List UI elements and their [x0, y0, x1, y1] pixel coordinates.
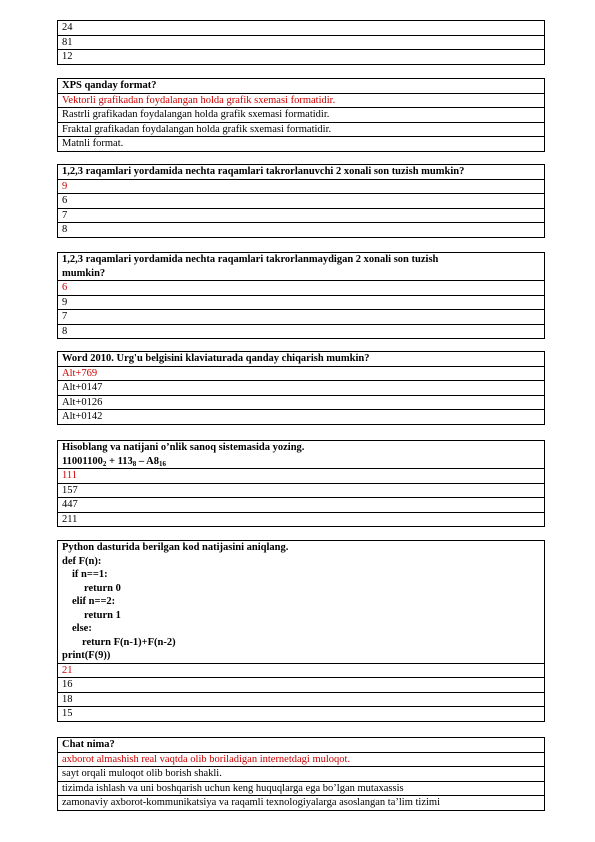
table-row [58, 752, 545, 767]
code-line: if n==1: [72, 569, 108, 580]
table-row [58, 324, 545, 339]
correct-option-cell: 21 [58, 663, 545, 678]
question-block-nonrepeating-digits [57, 252, 545, 339]
table-row [58, 108, 545, 123]
option-cell: 8 [58, 324, 545, 339]
question-block-word-accent [57, 351, 545, 425]
table-row [58, 441, 545, 469]
table-row [58, 366, 545, 381]
option-cell: 8 [58, 223, 545, 238]
question-cell: Chat nima? [58, 738, 545, 753]
table-row [58, 93, 545, 108]
formula-operand: A8 [146, 455, 160, 467]
question-line: Hisoblang va natijani o’nlik sanoq sistemasida yozing. [62, 442, 305, 453]
table-row [58, 512, 545, 527]
question-cell: XPS qanday format? [58, 79, 545, 94]
option-cell: 24 [58, 21, 545, 36]
option-cell: 12 [58, 50, 545, 65]
option-cell: 447 [58, 498, 545, 513]
table-row [58, 122, 545, 137]
question-block-python [57, 540, 545, 722]
option-cell: 9 [58, 295, 545, 310]
option-cell: 81 [58, 35, 545, 50]
question-block-repeating-digits [57, 164, 545, 238]
table-row [58, 678, 545, 693]
option-cell: sayt orqali muloqot olib borish shakli. [58, 767, 545, 782]
question-cell [58, 441, 545, 469]
option-cell: Alt+0142 [58, 410, 545, 425]
table-row [58, 410, 545, 425]
option-cell: tizimda ishlash va uni boshqarish uchun keng huquqlarga ega bo’lgan mutaxassis [58, 781, 545, 796]
question-line: 1,2,3 raqamlari yordamida nechta raqamlari takrorlanmaydigan 2 xonali son tuzish [62, 254, 439, 265]
table-row [58, 35, 545, 50]
table-row [58, 767, 545, 782]
question-cell: 1,2,3 raqamlari yordamida nechta raqamlari takrorlanuvchi 2 xonali son tuzish mumkin? [58, 165, 545, 180]
table-row [58, 381, 545, 396]
correct-option-cell: Alt+769 [58, 366, 545, 381]
option-cell: Matnli format. [58, 137, 545, 152]
formula-operator: + [106, 455, 118, 467]
option-cell: 18 [58, 692, 545, 707]
table-row [58, 79, 545, 94]
option-cell: zamonaviy axborot-kommunikatsiya va raqamli texnologiyalarga asoslangan ta’lim tizimi [58, 796, 545, 811]
correct-option-cell: 111 [58, 469, 545, 484]
table-row [58, 483, 545, 498]
option-cell: 157 [58, 483, 545, 498]
table-row [58, 796, 545, 811]
table-row [58, 223, 545, 238]
question-line: mumkin? [62, 267, 106, 279]
correct-option-cell: Vektorli grafikadan foydalangan holda grafik sxemasi formatidir. [58, 93, 545, 108]
question-cell [58, 253, 545, 281]
answers-table-top [57, 20, 545, 65]
option-cell: Alt+0147 [58, 381, 545, 396]
formula-base: 16 [159, 459, 167, 468]
table-row [58, 295, 545, 310]
question-cell [58, 541, 545, 664]
question-line: Python dasturida berilgan kod natijasini aniqlang. [62, 542, 289, 553]
option-cell: 7 [58, 208, 545, 223]
table-row [58, 707, 545, 722]
formula-base: 8 [132, 459, 137, 468]
table-row [58, 352, 545, 367]
code-line: return F(n-1)+F(n-2) [82, 636, 176, 648]
table-row [58, 50, 545, 65]
question-block-chat [57, 737, 545, 811]
table-row [58, 498, 545, 513]
option-cell: 6 [58, 194, 545, 209]
option-cell: Rastrli grafikadan foydalangan holda grafik sxemasi formatidir. [58, 108, 545, 123]
option-cell: 16 [58, 678, 545, 693]
code-line: else: [72, 623, 92, 634]
option-cell: 15 [58, 707, 545, 722]
question-cell: Word 2010. Urg'u belgisini klaviaturada qanday chiqarish mumkin? [58, 352, 545, 367]
table-row [58, 208, 545, 223]
formula [62, 455, 544, 469]
correct-option-cell: 6 [58, 281, 545, 296]
table-row [58, 663, 545, 678]
table-row [58, 541, 545, 664]
formula-operator: – [136, 455, 147, 467]
table-row [58, 692, 545, 707]
code-line: print(F(9)) [62, 650, 111, 661]
question-block-xps [57, 78, 545, 152]
correct-option-cell: 9 [58, 179, 545, 194]
formula-operand: 113 [117, 455, 133, 467]
question-block-number-systems [57, 440, 545, 527]
table-row [58, 281, 545, 296]
option-cell: Alt+0126 [58, 395, 545, 410]
table-row [58, 395, 545, 410]
table-row [58, 21, 545, 36]
option-cell: Fraktal grafikadan foydalangan holda grafik sxemasi formatidir. [58, 122, 545, 137]
code-line: return 0 [84, 582, 121, 594]
table-row [58, 194, 545, 209]
code-line: def F(n): [62, 555, 102, 567]
option-cell: 7 [58, 310, 545, 325]
option-cell: 211 [58, 512, 545, 527]
formula-operand: 11001100 [62, 455, 103, 467]
table-row [58, 165, 545, 180]
table-row [58, 738, 545, 753]
formula-base: 2 [102, 459, 107, 468]
table-row [58, 137, 545, 152]
code-line: elif n==2: [72, 596, 116, 607]
correct-option-cell: axborot almashish real vaqtda olib boriladigan internetdagi muloqot. [58, 752, 545, 767]
table-row [58, 310, 545, 325]
table-row [58, 179, 545, 194]
code-line: return 1 [84, 609, 121, 621]
table-row [58, 253, 545, 281]
table-row [58, 469, 545, 484]
table-row [58, 781, 545, 796]
